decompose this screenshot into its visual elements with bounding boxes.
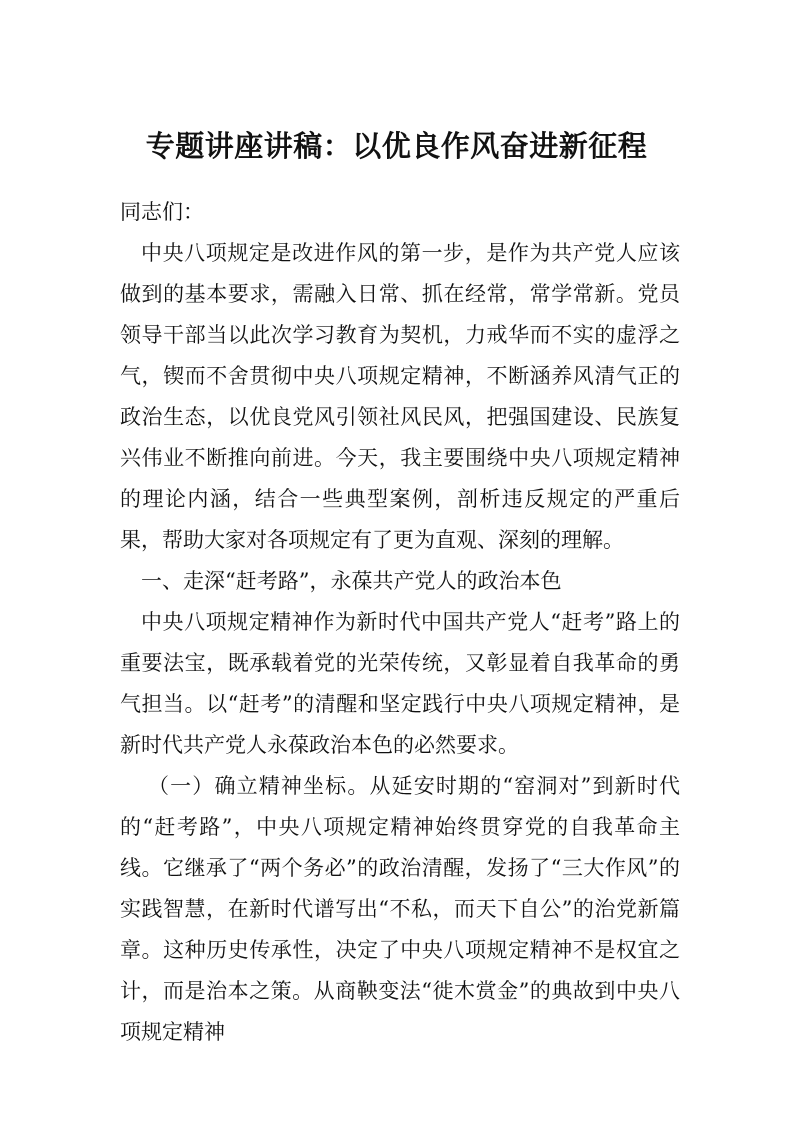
body-paragraph: 中央八项规定精神作为新时代中国共产党人“赶考”路上的重要法宝，既承载着党的光荣传统，又彰显着自我革命的勇气担当。以“赶考”的清醒和坚定践行中央八项规定精神，是新时代共产党人永葆政治本色的必然要求。 bbox=[120, 610, 680, 757]
document-body bbox=[120, 192, 680, 1053]
document-title: 专题讲座讲稿：以优良作风奋进新征程 bbox=[145, 129, 648, 163]
body-paragraph: 中央八项规定是改进作风的第一步，是作为共产党人应该做到的基本要求，需融入日常、抓在经常，常学常新。党员领导干部当以此次学习教育为契机，力戒华而不实的虚浮之气，锲而不舍贯彻中央八项规定精神，不断涵养风清气正的政治生态，以优良党风引领社风民风，把强国建设、民族复兴伟业不断推向前进。今天，我主要围绕中央八项规定精神的理论内涵，结合一些典型案例，剖析违反规定的严重后果，帮助大家对各项规定有了更为直观、深刻的理解。 bbox=[120, 241, 680, 552]
section-heading: 一、走深“赶考路”，永葆共产党人的政治本色 bbox=[141, 569, 562, 593]
salutation: 同志们： bbox=[120, 200, 204, 224]
body-paragraph: （一）确立精神坐标。从延安时期的“窑洞对”到新时代的“赶考路”，中央八项规定精神始终贯穿党的自我革命主线。它继承了“两个务必”的政治清醒，发扬了“三大作风”的实践智慧，在新时代谱写出“不私，而天下自公”的治党新篇章。这种历史传承性，决定了中央八项规定精神不是权宜之计，而是治本之策。从商鞅变法“徙木赏金”的典故到中央八项规定精神 bbox=[120, 774, 680, 1044]
